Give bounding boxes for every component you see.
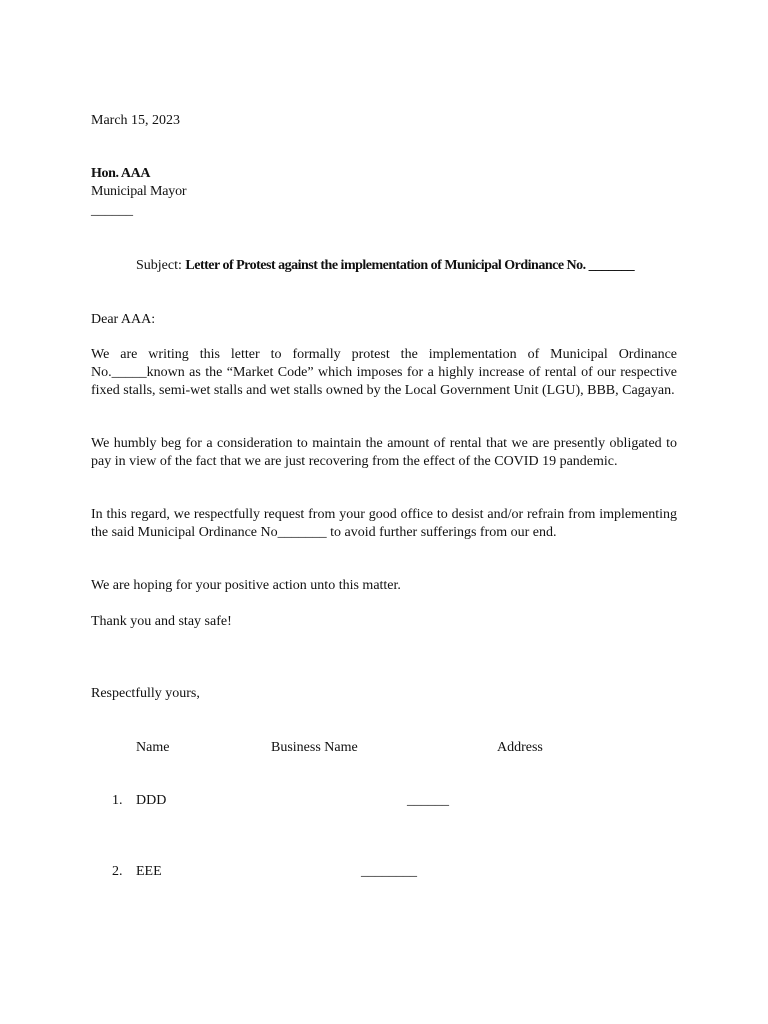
signatory-blank: ________ <box>361 864 417 879</box>
subject-line <box>136 257 634 275</box>
signatory-name: DDD <box>136 793 167 808</box>
list-item-number: 2. <box>112 864 123 879</box>
subject-text: Letter of Protest against the implementation of Municipal Ordinance No. _______ <box>185 258 635 273</box>
signatory-blank: ______ <box>407 793 449 808</box>
body-paragraph: We humbly beg for a consideration to maintain the amount of rental that we are presently obligated to pay in view of the fact that we are just recovering from the effect of the COVID 19 pandemic. <box>91 436 677 469</box>
list-item-number: 1. <box>112 793 123 808</box>
body-paragraph: In this regard, we respectfully request from your good office to desist and/or refrain from implementing the said Municipal Ordinance No_______ to avoid further sufferings from our end. <box>91 507 677 540</box>
body-paragraph: Thank you and stay safe! <box>91 614 232 629</box>
recipient-name: Hon. AAA <box>91 166 151 181</box>
body-paragraph: We are writing this letter to formally protest the implementation of Municipal Ordinance No._____known as the “Market Code” which imposes for a highly increase of rental of our respective fixed stalls, semi-wet stalls and wet stalls owned by the Local Government Unit (LGU), BBB, Cagayan. <box>91 347 677 398</box>
body-paragraph: We are hoping for your positive action unto this matter. <box>91 578 401 593</box>
column-header-name: Name <box>136 740 170 755</box>
salutation: Dear AAA: <box>91 312 156 327</box>
recipient-address-blank: ______ <box>91 203 133 218</box>
column-header-business-name: Business Name <box>271 740 358 755</box>
column-header-address: Address <box>497 740 543 755</box>
subject-label: Subject: <box>136 258 182 273</box>
closing: Respectfully yours, <box>91 686 200 701</box>
recipient-title: Municipal Mayor <box>91 184 187 199</box>
letter-date: March 15, 2023 <box>91 113 181 128</box>
signatory-name: EEE <box>136 864 162 879</box>
